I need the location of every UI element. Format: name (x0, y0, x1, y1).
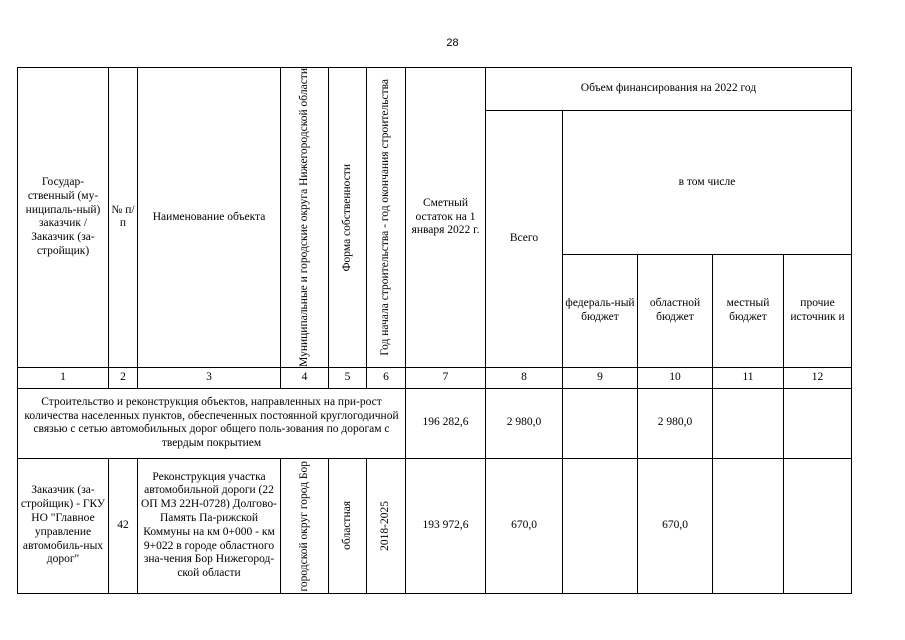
header-local: местный бюджет (713, 254, 784, 367)
column-number: 1 (18, 367, 109, 388)
header-federal: федераль-ный бюджет (563, 254, 638, 367)
header-estimate: Сметный остаток на 1 января 2022 г. (406, 68, 486, 368)
column-number: 7 (406, 367, 486, 388)
row-num: 42 (109, 458, 138, 593)
group-total: 2 980,0 (486, 388, 563, 458)
row-municipal: городской округ город Бор (297, 460, 310, 592)
group-estimate: 196 282,6 (406, 388, 486, 458)
group-title: Строительство и реконструкция объектов, направленных на при-рост количества населенных пунктов, обеспеченных постоянной круглогодичной связью с сетью автомобильных дорог общего поль-зования по дорогам с твердым покрытием (18, 388, 406, 458)
header-other: прочие источник и (784, 254, 852, 367)
row-other (784, 458, 852, 593)
group-regional: 2 980,0 (638, 388, 713, 458)
page-number: 28 (446, 37, 459, 49)
row-regional: 670,0 (638, 458, 713, 593)
header-years-cell (367, 68, 406, 368)
header-funding: Объем финансирования на 2022 год (486, 68, 852, 111)
row-ownership: областная (340, 501, 353, 551)
group-other (784, 388, 852, 458)
row-object-name: Реконструкция участка автомобильной дороги (22 ОП МЗ 22Н-0728) Долгово-Память Па-рижской Коммуны на км 0+000 - км 9+022 в городе областного зна-чения Бор Нижегород-ской области (138, 458, 281, 593)
header-object-name: Наименование объекта (138, 68, 281, 368)
group-federal (563, 388, 638, 458)
column-number: 3 (138, 367, 281, 388)
header-num: № п/п (109, 68, 138, 368)
group-local (713, 388, 784, 458)
column-number: 9 (563, 367, 638, 388)
column-numbers-row (18, 367, 852, 388)
row-local (713, 458, 784, 593)
row-estimate: 193 972,6 (406, 458, 486, 593)
group-row (18, 388, 852, 458)
row-ownership-cell (329, 458, 367, 593)
column-number: 4 (281, 367, 329, 388)
header-ownership-cell (329, 68, 367, 368)
financing-table (17, 67, 852, 594)
row-federal (563, 458, 638, 593)
row-customer: Заказчик (за-стройщик) - ГКУ НО "Главное управление автомобиль-ных дорог" (18, 458, 109, 593)
header-customer: Государ-ственный (му-ниципаль-ный) заказчик / Заказчик (за-стройщик) (18, 68, 109, 368)
header-municipal: Муниципальные и городские округа Нижегородской области (297, 68, 310, 367)
row-total: 670,0 (486, 458, 563, 593)
column-number: 2 (109, 367, 138, 388)
column-number: 8 (486, 367, 563, 388)
table-row (18, 458, 852, 593)
row-years: 2018-2025 (379, 500, 392, 551)
column-number: 12 (784, 367, 852, 388)
column-number: 5 (329, 367, 367, 388)
header-total: Всего (486, 111, 563, 368)
column-number: 11 (713, 367, 784, 388)
column-number: 10 (638, 367, 713, 388)
header-regional: областной бюджет (638, 254, 713, 367)
row-years-cell (367, 458, 406, 593)
header-ownership: Форма собственности (340, 163, 353, 272)
row-municipal-cell (281, 458, 329, 593)
header-municipal-cell (281, 68, 329, 368)
header-including: в том числе (563, 111, 852, 255)
column-number: 6 (367, 367, 406, 388)
header-years: Год начала строительства - год окончания строительства (379, 79, 392, 356)
